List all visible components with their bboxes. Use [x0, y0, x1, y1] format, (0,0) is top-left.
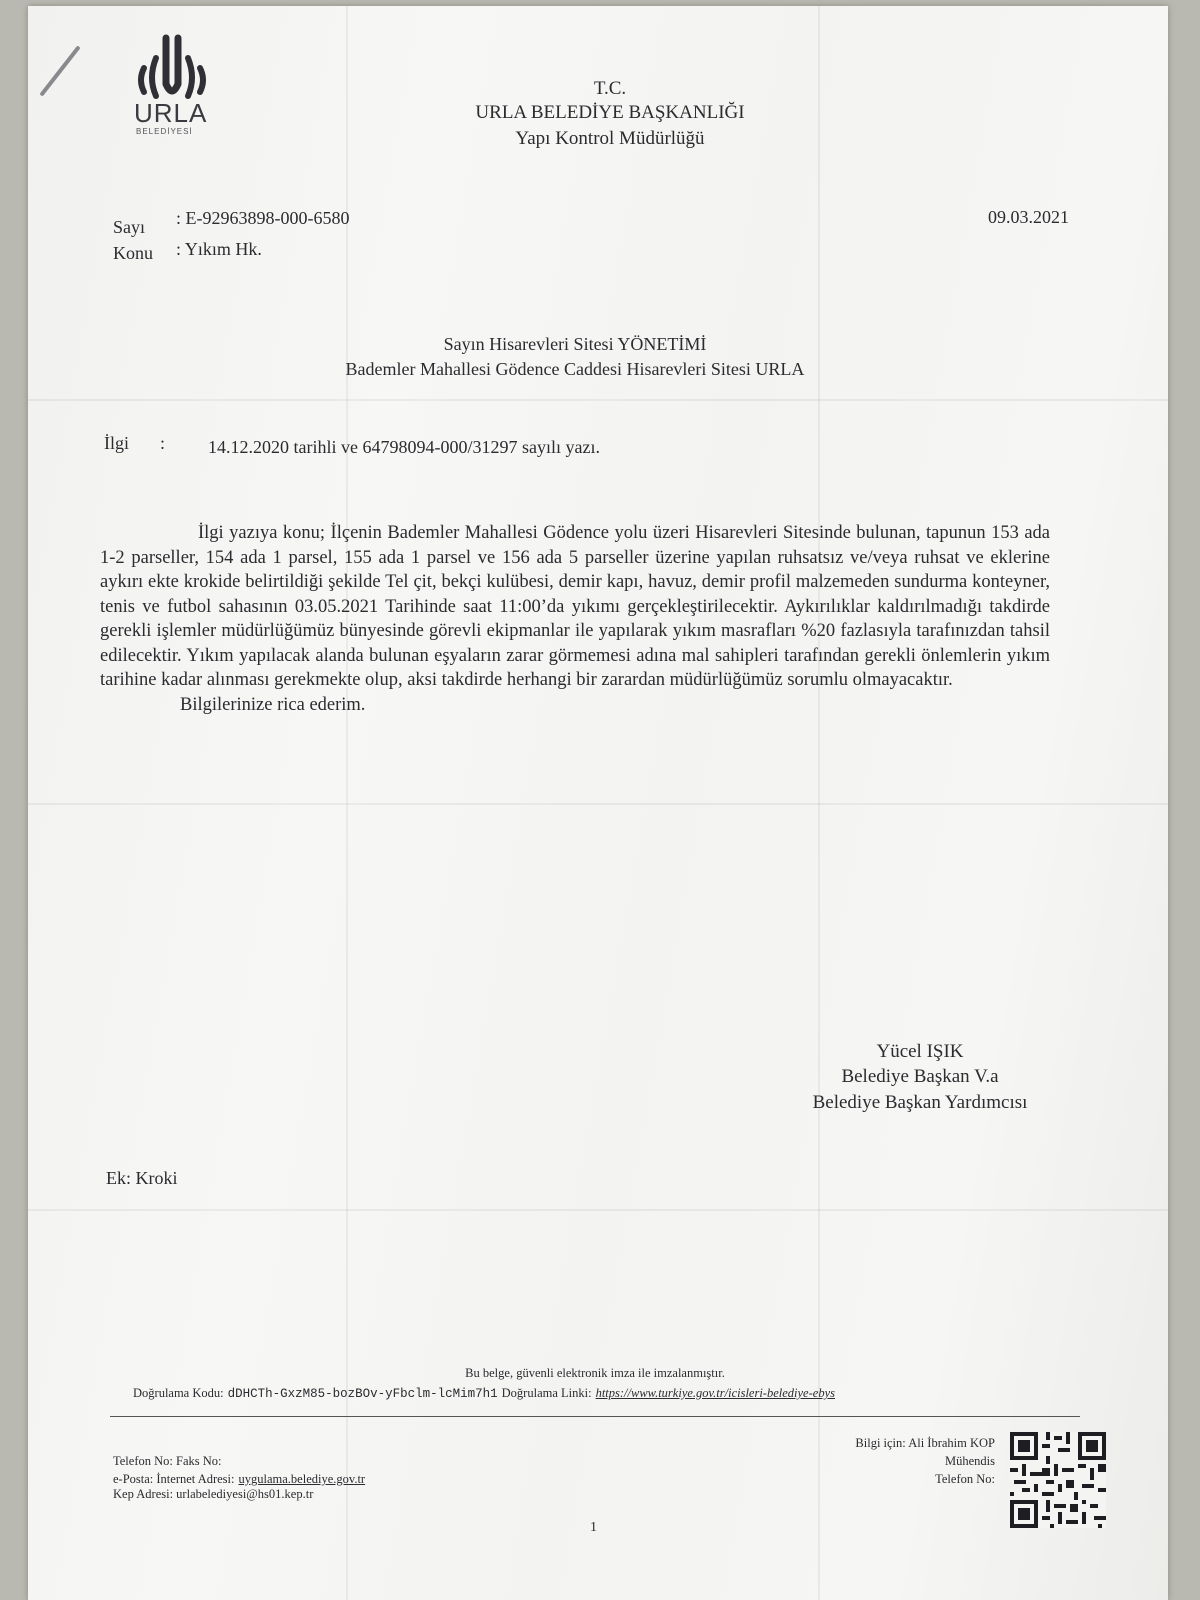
contact-info-title: Mühendis	[945, 1454, 995, 1468]
header-tc: T.C.	[593, 78, 627, 99]
sayi-label: Sayı	[113, 217, 146, 237]
fold-line	[28, 803, 1168, 805]
footer-kep: Kep Adresi: urlabelediyesi@hs01.kep.tr	[113, 1487, 314, 1501]
qr-code-icon	[1010, 1432, 1106, 1528]
footer-website-link[interactable]: uygulama.belediye.gov.tr	[238, 1472, 366, 1486]
fold-line	[818, 6, 820, 1600]
verification-link-label: Doğrulama Linki:	[501, 1386, 592, 1400]
page-number: 1	[590, 1520, 597, 1535]
header-department: Yapı Kontrol Müdürlüğü	[515, 128, 705, 149]
fold-line	[346, 6, 348, 1600]
ilgi-colon: :	[160, 433, 166, 453]
logo-subtitle: BELEDİYESİ	[136, 127, 193, 136]
verification-line	[133, 1384, 835, 1402]
document-date: 09.03.2021	[988, 207, 1069, 227]
attachment-note: Ek: Kroki	[106, 1168, 178, 1188]
body-paragraph: İlgi yazıya konu; İlçenin Bademler Mahallesi Gödence yolu üzeri Hisarevleri Sitesinde bulunan, tapunun 153 ada 1-2 parseller, 154 ada 1 parsel, 155 ada 1 parsel ve 156 ada 5 parseller üzerine yapılan ruhsatsız ve/veya ruhsat ve eklerine aykırı ekte krokide belirtildiği şekilde Tel çit, bekçi kulübesi, demir kapı, havuz, demir profil malzemeden sundurma konteyner, tenis ve futbol sahasının 03.05.2021 Tarihinde saat 11:00’da yıkımı gerçekleştirilecektir. Aykırılıklar kaldırılmadığı takdirde gerekli işlemler müdürlüğümüz bünyesinde görevli ekipmanlar ile yapılarak yıkım masrafları %20 fazlasıyla tarafınızdan tahsil edilecektir. Yıkım yapılacak alanda bulunan eşyaların zarar görmemesi adına mal sahipleri tarafından gerekli önlemlerin yıkım tarihine kadar alınması gerekmekte olup, aksi takdirde herhangi bir zarardan müdürlüğümüz sorumlu olmayacaktır.	[100, 523, 1050, 690]
fold-line	[28, 1209, 1168, 1211]
contact-info-name: Bilgi için: Ali İbrahim KOP	[855, 1436, 995, 1450]
footer-email-line	[113, 1470, 365, 1488]
letter-body	[100, 521, 1050, 717]
addressee-line2: Bademler Mahallesi Gödence Caddesi Hisarevleri Sitesi URLA	[345, 359, 805, 379]
footer-phone: Telefon No: Faks No:	[113, 1454, 222, 1468]
verification-code-label: Doğrulama Kodu:	[133, 1386, 224, 1400]
sayi-value: : E-92963898-000-6580	[176, 208, 350, 228]
body-closing: Bilgilerinize rica ederim.	[180, 694, 366, 715]
header-institution: URLA BELEDİYE BAŞKANLIĞI	[475, 102, 745, 123]
ilgi-label: İlgi	[104, 433, 129, 453]
fold-line	[28, 399, 1168, 401]
logo-wordmark: URLA	[134, 98, 208, 128]
signatory-name: Yücel IŞIK	[876, 1041, 964, 1062]
verification-link[interactable]: https://www.turkiye.gov.tr/icisleri-belediye-ebys	[595, 1386, 835, 1400]
addressee-line1: Sayın Hisarevleri Sitesi YÖNETİMİ	[443, 334, 707, 354]
footer-email-label: e-Posta: İnternet Adresi:	[113, 1472, 235, 1486]
footer-divider	[110, 1416, 1080, 1417]
ilgi-value: 14.12.2020 tarihli ve 64798094-000/31297 sayılı yazı.	[208, 437, 600, 457]
esign-note: Bu belge, güvenli elektronik imza ile imzalanmıştır.	[465, 1366, 725, 1380]
verification-code: dDHCTh-GxzM85-bozBOv-yFbclm-lcMim7h1	[227, 1387, 498, 1401]
konu-value: : Yıkım Hk.	[176, 239, 262, 259]
signatory-title2: Belediye Başkan Yardımcısı	[812, 1092, 1028, 1113]
contact-info-phone: Telefon No:	[935, 1472, 995, 1486]
konu-label: Konu	[113, 243, 153, 263]
signatory-title1: Belediye Başkan V.a	[841, 1066, 999, 1087]
